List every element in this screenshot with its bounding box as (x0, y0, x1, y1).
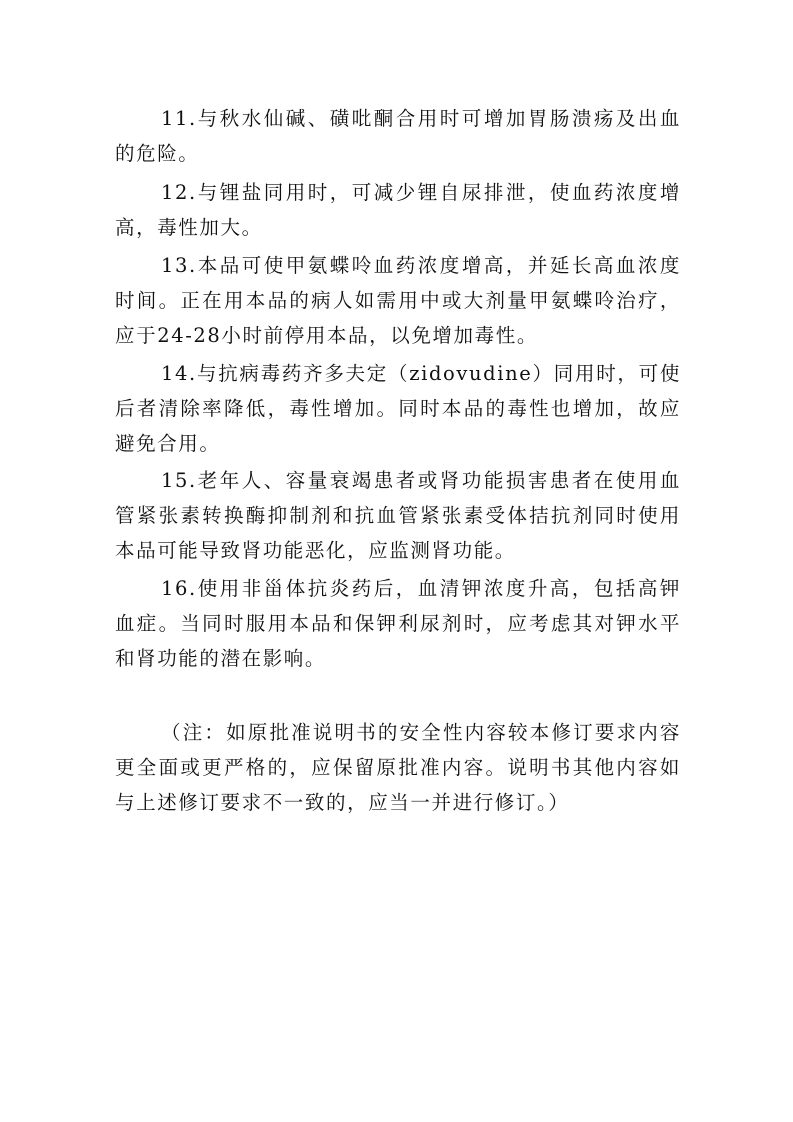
paragraph-item-14: 14.与抗病毒药齐多夫定（zidovudine）同用时，可使后者清除率降低，毒性增加。同时本品的毒性也增加，故应避免合用。 (115, 362, 681, 455)
revision-note: （注：如原批准说明书的安全性内容较本修订要求内容更全面或更严格的，应保留原批准内容。说明书其他内容如与上述修订要求不一致的，应当一并进行修订。） (115, 721, 681, 814)
paragraph-item-13: 13.本品可使甲氨蝶呤血药浓度增高，并延长高血浓度时间。正在用本品的病人如需用中或大剂量甲氨蝶呤治疗，应于24-28小时前停用本品，以免增加毒性。 (115, 254, 681, 347)
paragraph-item-12: 12.与锂盐同用时，可减少锂自尿排泄，使血药浓度增高，毒性加大。 (115, 181, 681, 239)
paragraph-item-16: 16.使用非甾体抗炎药后，血清钾浓度升高，包括高钾血症。当同时服用本品和保钾利尿剂时，应考虑其对钾水平和肾功能的潜在影响。 (115, 577, 681, 670)
paragraph-item-15: 15.老年人、容量衰竭患者或肾功能损害患者在使用血管紧张素转换酶抑制剂和抗血管紧张素受体拮抗剂同时使用本品可能导致肾功能恶化，应监测肾功能。 (115, 469, 681, 562)
paragraph-item-11: 11.与秋水仙碱、磺吡酮合用时可增加胃肠溃疡及出血的危险。 (115, 107, 681, 165)
